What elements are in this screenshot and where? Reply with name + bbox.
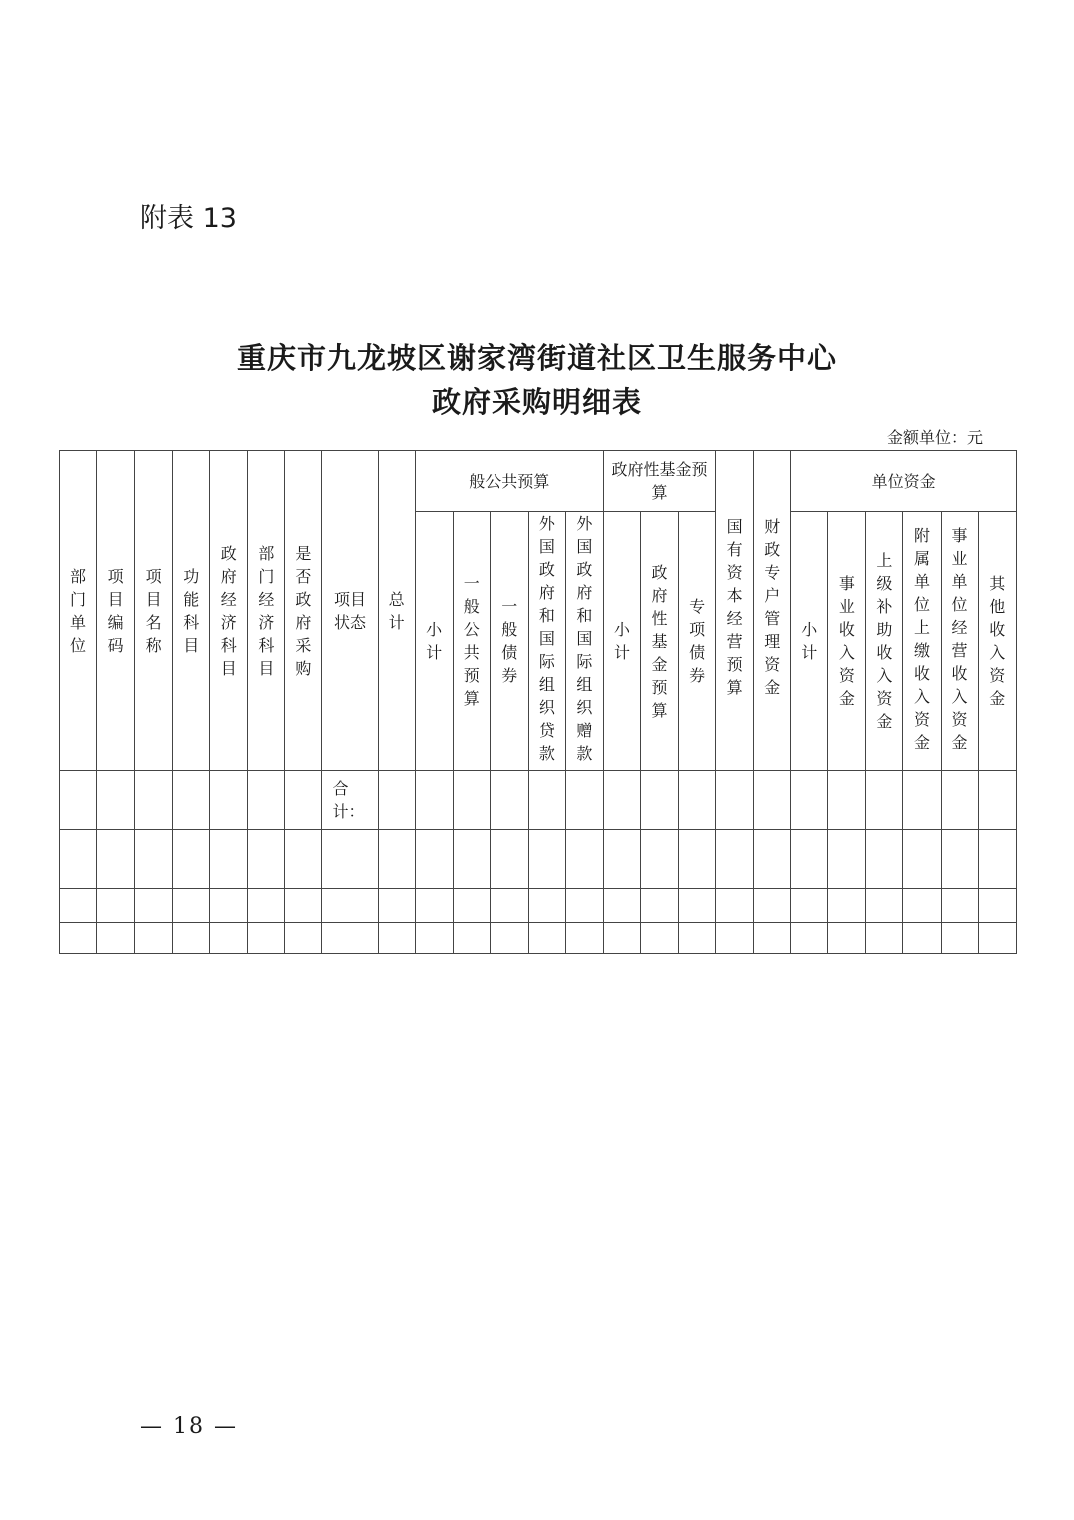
total-row — [60, 771, 1017, 830]
header-unit-business-operation: 事业单位经营收入资金 — [941, 512, 978, 771]
header-unit-superior-subsidy: 上级补助收入资金 — [866, 512, 903, 771]
header-group-fund-budget: 政府性基金预算 — [603, 451, 715, 512]
header-unit-subtotal: 小计 — [791, 512, 828, 771]
header-unit-affiliated-payment: 附属单位上缴收入资金 — [903, 512, 941, 771]
table-row — [60, 923, 1017, 954]
page-number: — 18 — — [140, 1414, 238, 1439]
header-unit-business-income: 事业收入资金 — [828, 512, 866, 771]
header-group-unit-funds: 单位资金 — [791, 451, 1017, 512]
header-fund-special-bonds: 专项债券 — [679, 512, 716, 771]
header-project-status: 项目状态 — [322, 451, 378, 771]
table-row — [60, 830, 1017, 889]
header-total: 总计 — [378, 451, 415, 771]
header-row-1 — [60, 451, 1017, 512]
header-gb-general-bonds: 一般债券 — [490, 512, 528, 771]
total-row-label: 合计： — [322, 771, 378, 830]
header-project-code: 项目编码 — [97, 451, 135, 771]
header-gb-general-public: 一般公共预算 — [453, 512, 490, 771]
header-function-subject: 功能科目 — [173, 451, 210, 771]
title-line-2: 政府采购明细表 — [431, 385, 642, 419]
header-dept-econ-subject: 部门经济科目 — [248, 451, 285, 771]
header-state-capital: 国有资本经营预算 — [716, 451, 754, 771]
title-line-1: 重庆市九龙坡区谢家湾街道社区卫生服务中心 — [236, 341, 837, 375]
header-fiscal-special-account: 财政专户管理资金 — [754, 451, 791, 771]
amount-unit: 金额单位：元 — [886, 428, 983, 447]
table-row — [60, 889, 1017, 923]
procurement-table — [59, 450, 1017, 954]
header-dept-unit: 部门单位 — [60, 451, 97, 771]
header-project-name: 项目名称 — [135, 451, 173, 771]
header-gb-subtotal: 小计 — [415, 512, 453, 771]
header-is-gov-procurement: 是否政府采购 — [285, 451, 322, 771]
header-fund-subtotal: 小计 — [603, 512, 640, 771]
header-gb-foreign-grants: 外国政府和国际组织赠款 — [565, 512, 603, 771]
header-unit-other-income: 其他收入资金 — [978, 512, 1016, 771]
header-gov-econ-subject: 政府经济科目 — [210, 451, 248, 771]
appendix-label: 附表 13 — [140, 203, 237, 234]
header-gb-foreign-loans: 外国政府和国际组织贷款 — [528, 512, 565, 771]
header-fund-gov-fund: 政府性基金预算 — [640, 512, 678, 771]
header-group-general-budget: 般公共预算 — [415, 451, 603, 512]
